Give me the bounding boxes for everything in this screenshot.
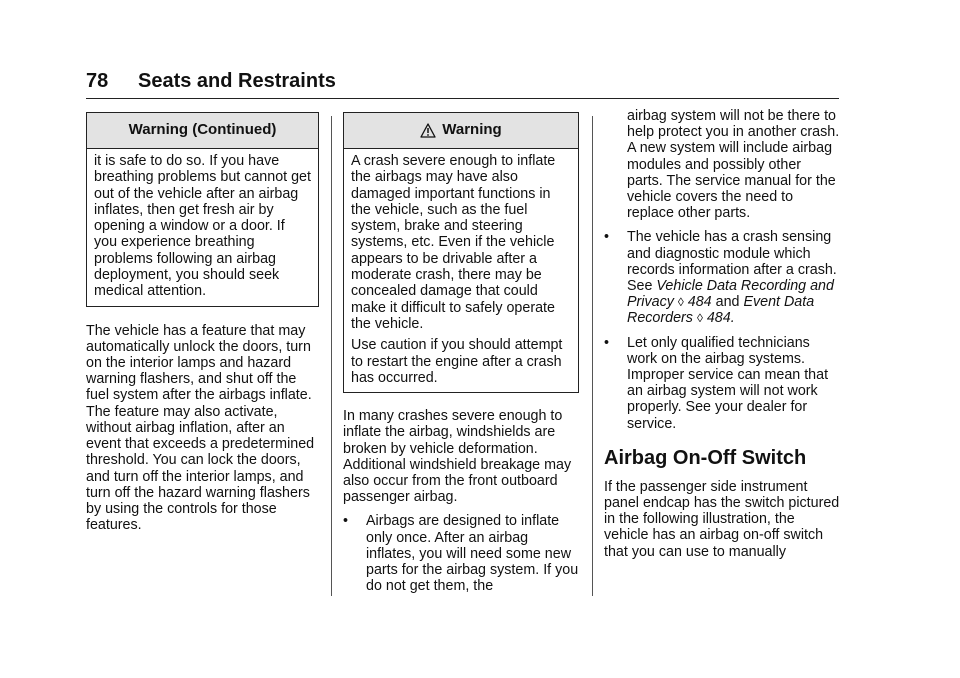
column-2 bbox=[343, 112, 579, 594]
section-title: Seats and Restraints bbox=[138, 70, 336, 92]
list-item bbox=[604, 335, 840, 432]
warning-header bbox=[344, 113, 578, 149]
cross-reference-link[interactable]: Vehicle Data Recording and Privacy bbox=[627, 278, 834, 311]
warning-paragraph-2: Use caution if you should attempt to restart the engine after a crash has occurred. bbox=[351, 337, 563, 386]
bullet-mark: • bbox=[604, 334, 610, 351]
column-1 bbox=[86, 112, 319, 533]
cross-reference-page[interactable]: 484. bbox=[706, 310, 735, 327]
cross-reference-page[interactable]: 484 bbox=[687, 294, 712, 311]
page-number: 78 bbox=[86, 70, 109, 92]
bullet-mark: • bbox=[604, 229, 610, 246]
section-heading: Airbag On-Off Switch bbox=[604, 446, 807, 469]
bullet-text: Let only qualified technicians work on the airbag systems. Improper service can mean that an airbag system will not work properly. See your dealer for service. bbox=[627, 334, 829, 432]
body-paragraph: If the passenger side instrument panel endcap has the switch pictured in the following illustration, the vehicle has an airbag on-off switch that you can use to manually bbox=[604, 478, 840, 560]
bullet-text bbox=[627, 229, 840, 326]
list-item bbox=[343, 513, 579, 594]
warning-paragraph-1: A crash severe enough to inflate the airbags may have also damaged important functions in the vehicle, such as the fuel system, brake and steering systems, etc. Even if the vehicle appears to be drivable after a moderate crash, there may be concealed damage that could make it difficult to safely operate the vehicle. bbox=[351, 153, 556, 332]
bullet-text: Airbags are designed to inflate only once. After an airbag inflates, you will need some new parts for the airbag system. If you do not get them, the bbox=[366, 513, 579, 595]
warning-box bbox=[343, 112, 579, 393]
warning-box-continued bbox=[86, 112, 319, 307]
warning-title: Warning (Continued) bbox=[87, 113, 318, 149]
cross-reference-link[interactable]: Event Data Recorders bbox=[627, 294, 815, 327]
body-paragraph: In many crashes severe enough to inflate the airbag, windshields are broken by vehicle deformation. Additional windshield breakage may also occur from the front outboard passenger airbag. bbox=[343, 408, 572, 506]
bullet-continuation: airbag system will not be there to help protect you in another crash. A new system will include airbag modules and possibly other parts. The service manual for the vehicle covers the need to replace other parts. bbox=[627, 108, 840, 222]
warning-title: Warning bbox=[442, 121, 502, 139]
body-paragraph: The vehicle has a feature that may automatically unlock the doors, turn on the interior lamps and hazard warning flashers, and shut off the fuel system after the airbags inflate. The feature may also activate, without airbag inflation, after an event that exceeds a predetermined threshold. You can lock the doors, and turn off the interior lamps, and turn off the hazard warning flashers by using the controls for those features. bbox=[86, 322, 315, 534]
warning-text: it is safe to do so. If you have breathing problems but cannot get out of the vehicle after an airbag inflates, then get fresh air by opening a window or a door. If you experience breathing problems following an airbag deployment, you should seek medical attention. bbox=[94, 153, 311, 300]
warning-body bbox=[87, 149, 318, 306]
page-ref-icon: ◊ bbox=[696, 311, 703, 326]
page-ref-icon: ◊ bbox=[677, 295, 684, 310]
warning-body bbox=[344, 149, 578, 392]
bullet-text-and: and bbox=[711, 294, 744, 311]
header-rule bbox=[86, 98, 839, 99]
column-3 bbox=[604, 108, 840, 560]
column-divider-right bbox=[592, 116, 593, 596]
bullet-mark: • bbox=[343, 513, 349, 530]
warning-icon bbox=[420, 123, 436, 138]
column-divider-left bbox=[331, 116, 332, 596]
list-item bbox=[604, 229, 840, 326]
bullet-text-lead: The vehicle has a crash sensing and diagnostic module which records information after a crash. See bbox=[627, 229, 837, 295]
